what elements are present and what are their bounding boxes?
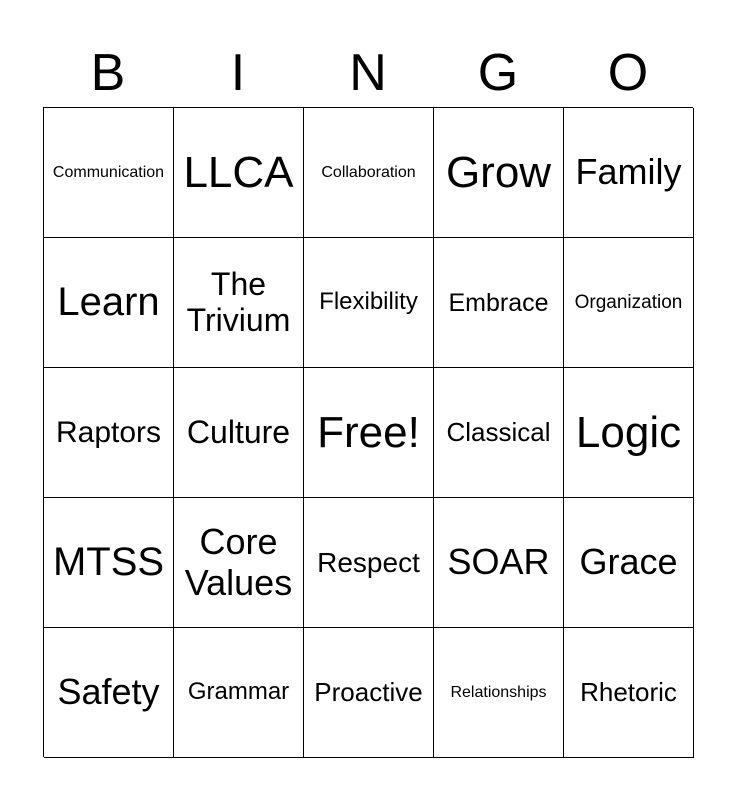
bingo-cell[interactable]: Grace — [564, 498, 694, 628]
header-letter-g: G — [477, 44, 519, 102]
bingo-cell[interactable]: Organization — [564, 238, 694, 368]
bingo-cell[interactable]: Raptors — [44, 368, 174, 498]
bingo-cell[interactable]: Collaboration — [304, 108, 434, 238]
header-letter-i: I — [230, 44, 246, 102]
bingo-cell[interactable]: Learn — [44, 238, 174, 368]
bingo-card — [43, 107, 693, 757]
header-letter-n: N — [349, 44, 387, 102]
bingo-cell[interactable]: The Trivium — [174, 238, 304, 368]
bingo-cell[interactable]: Core Values — [174, 498, 304, 628]
bingo-cell[interactable]: MTSS — [44, 498, 174, 628]
bingo-cell[interactable]: Grow — [434, 108, 564, 238]
bingo-cell[interactable]: Grammar — [174, 628, 304, 758]
bingo-cell[interactable]: Rhetoric — [564, 628, 694, 758]
bingo-cell[interactable]: Flexibility — [304, 238, 434, 368]
bingo-cell[interactable]: Family — [564, 108, 694, 238]
free-space-cell[interactable]: Free! — [304, 368, 434, 498]
bingo-cell[interactable]: Classical — [434, 368, 564, 498]
bingo-cell[interactable]: Logic — [564, 368, 694, 498]
header-letter-b: B — [90, 44, 126, 102]
bingo-cell[interactable]: SOAR — [434, 498, 564, 628]
bingo-cell[interactable]: Culture — [174, 368, 304, 498]
bingo-cell[interactable]: Respect — [304, 498, 434, 628]
bingo-cell[interactable]: Embrace — [434, 238, 564, 368]
bingo-cell[interactable]: Safety — [44, 628, 174, 758]
bingo-cell[interactable]: Communication — [44, 108, 174, 238]
bingo-cell[interactable]: LLCA — [174, 108, 304, 238]
header-letter-o: O — [607, 44, 649, 102]
bingo-header — [43, 38, 693, 108]
bingo-cell[interactable]: Relationships — [434, 628, 564, 758]
bingo-cell[interactable]: Proactive — [304, 628, 434, 758]
